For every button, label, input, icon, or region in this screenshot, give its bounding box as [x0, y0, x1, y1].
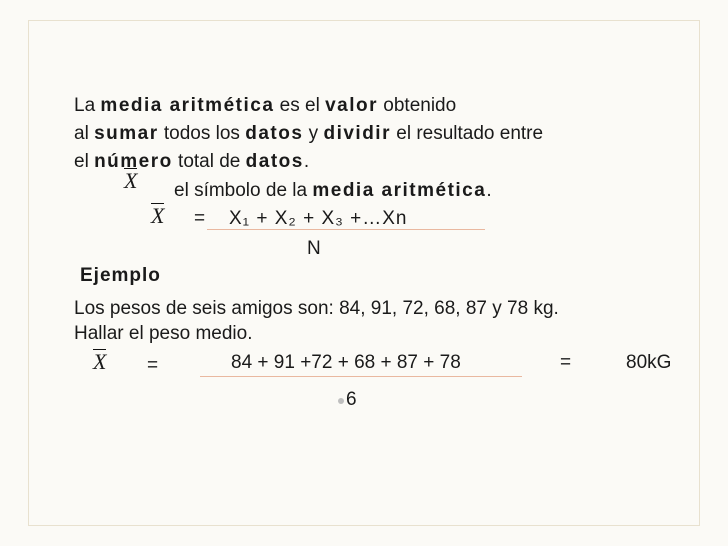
mean-symbol-1: X [124, 168, 138, 193]
formula-fraction-line [207, 229, 485, 230]
mean-symbol-2: X [151, 203, 165, 228]
definition-line-3: el número total de datos. [74, 151, 310, 172]
example-result: 80kG [626, 352, 672, 373]
example-text-2: Hallar el peso medio. [74, 323, 253, 344]
example-numerator: 84 + 91 +72 + 68 + 87 + 78 [231, 352, 461, 373]
symbol-description: el símbolo de la media aritmética. [174, 180, 492, 201]
definition-line-2: al sumar todos los datos y dividir el resultado entre [74, 123, 544, 144]
formula-equals: = [194, 208, 207, 229]
example-text-1: Los pesos de seis amigos son: 84, 91, 72, 68, 87 y 78 kg. [74, 298, 559, 319]
definition-line-1: La media aritmética es el valor obtenido [74, 95, 457, 116]
mean-symbol-3: X [93, 349, 107, 374]
example-fraction-line [200, 376, 522, 377]
example-heading: Ejemplo [80, 265, 161, 286]
bullet-dot [338, 398, 344, 404]
formula-numerator: X₁ + X₂ + X₃ +…Xn [229, 208, 408, 229]
example-equals-1: = [147, 355, 160, 376]
formula-denominator: N [307, 238, 322, 259]
example-equals-2: = [560, 352, 573, 373]
example-denominator: 6 [346, 389, 358, 410]
